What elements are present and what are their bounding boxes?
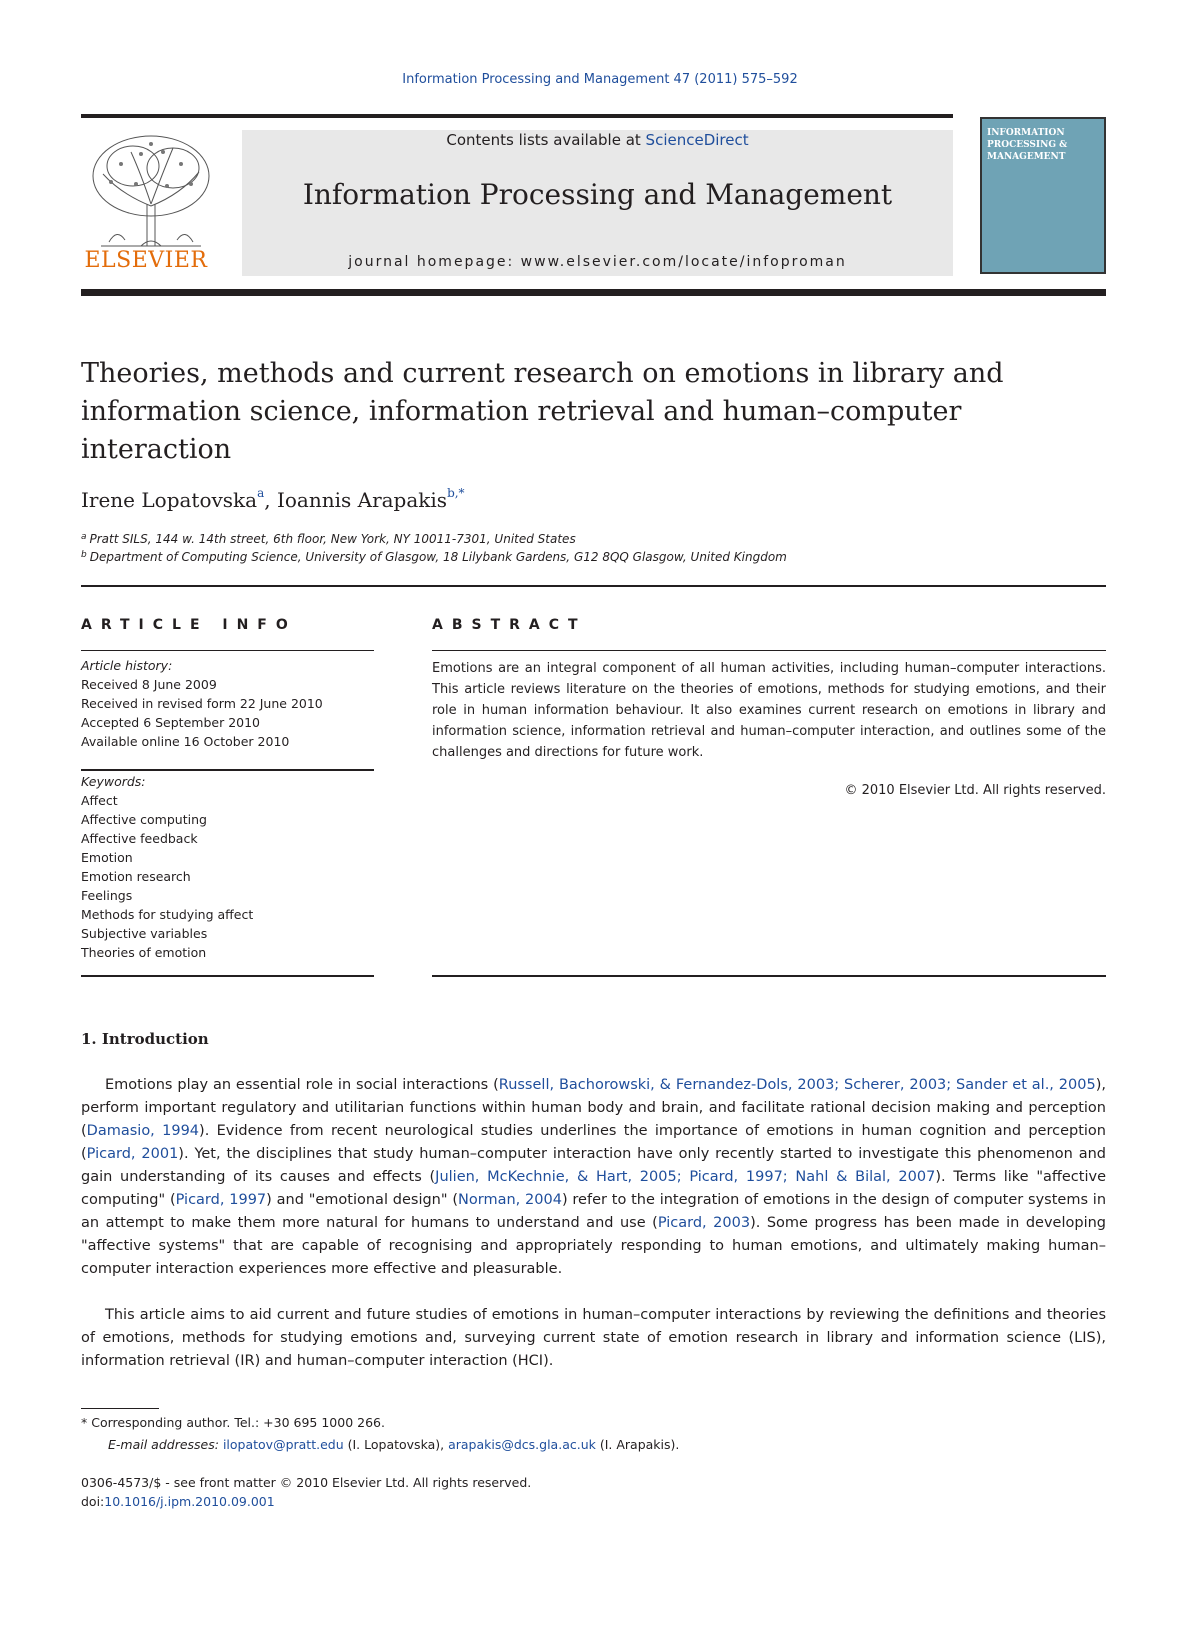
elsevier-wordmark: ELSEVIER	[84, 248, 208, 273]
section-rule	[81, 585, 1106, 587]
author-affiliation-mark[interactable]: a	[257, 486, 265, 500]
contents-prefix: Contents lists available at	[446, 131, 646, 149]
paragraph-text: ). Terms like "affective computing" (	[81, 1169, 1106, 1208]
email-owner: (I. Arapakis).	[595, 1437, 680, 1452]
article-title: Theories, methods and current research on emotions in library and information science, information retrieval and human–computer interaction	[81, 358, 1004, 465]
paragraph-text: ) refer to the integration of emotions in the design of computer systems in an attempt to make them more natural for humans to understand and use (	[81, 1192, 1107, 1231]
author-name: Irene Lopatovska	[81, 488, 258, 512]
affiliation-label: a	[81, 532, 87, 542]
history-label: Article history:	[81, 658, 173, 673]
email-label: E-mail addresses:	[108, 1437, 223, 1452]
doi-label: doi:	[81, 1494, 105, 1509]
keyword-item: Emotion research	[81, 869, 191, 884]
keyword-item: Emotion	[81, 850, 133, 865]
keyword-item: Affective feedback	[81, 831, 198, 846]
abstract-rule	[432, 650, 1106, 651]
history-item: Accepted 6 September 2010	[81, 715, 261, 730]
header-thick-rule	[81, 289, 1106, 296]
citation-link[interactable]: Picard, 2003	[657, 1215, 751, 1231]
issn-line: 0306-4573/$ - see front matter © 2010 Elsevier Ltd. All rights reserved.	[81, 1475, 532, 1490]
journal-name: Information Processing and Management	[302, 178, 893, 211]
keywords	[81, 772, 374, 962]
keyword-item: Subjective variables	[81, 926, 208, 941]
author-separator: ,	[264, 488, 277, 512]
email-addresses	[108, 1437, 679, 1452]
email-link[interactable]: ilopatov@pratt.edu	[222, 1437, 344, 1452]
affiliation-text: Pratt SILS, 144 w. 14th street, 6th floor, New York, NY 10011-7301, United States	[89, 532, 576, 546]
abstract-text: Emotions are an integral component of all human activities, including human–computer interactions. This article reviews literature on the theories of emotions, methods for studying emotions, and their role in human information behaviour. It also examines current research on emotions in library and information science, information retrieval and human–computer interaction, and outlines some of the challenges and directions for future work.	[432, 661, 1106, 760]
citation-link[interactable]: Picard, 1997	[175, 1192, 267, 1208]
paragraph-text: ) and "emotional design" (	[266, 1192, 459, 1208]
journal-cover-title: INFORMATION PROCESSING & MANAGEMENT	[987, 128, 1068, 162]
citation-link[interactable]: Damasio, 1994	[86, 1123, 200, 1139]
history-item: Received 8 June 2009	[81, 677, 217, 692]
citation-link[interactable]: Julien, McKechnie, & Hart, 2005; Picard, 1997; Nahl & Bilal, 2007	[435, 1169, 936, 1185]
history-item: Received in revised form 22 June 2010	[81, 696, 323, 711]
citation-link[interactable]: Picard, 2001	[86, 1146, 179, 1162]
history-item: Available online 16 October 2010	[81, 734, 290, 749]
affiliation-label: b	[81, 550, 87, 560]
email-link[interactable]: arapakis@dcs.gla.ac.uk	[448, 1437, 596, 1452]
contents-line	[242, 131, 953, 149]
journal-homepage[interactable]: journal homepage: www.elsevier.com/locate/infoproman	[348, 254, 847, 270]
affiliation-text: Department of Computing Science, University of Glasgow, 18 Lilybank Gardens, G12 8QQ Glasgow, United Kingdom	[89, 550, 787, 564]
paragraph-text: ). Some progress has been made in developing "affective systems" that are capable of recognising and appropriately responding to human emotions, and ultimately making human–computer interaction experiences more effective and pleasurable.	[81, 1215, 1106, 1277]
article-info-rule	[81, 769, 374, 771]
intro-paragraph-1	[81, 1074, 1106, 1281]
keyword-item: Feelings	[81, 888, 133, 903]
article-history	[81, 656, 374, 751]
keyword-item: Affective computing	[81, 812, 207, 827]
author-name: Ioannis Arapakis	[276, 488, 448, 512]
paragraph-text: ). Yet, the disciplines that study human–computer interaction have only recently started to investigate this phenomenon and gain understanding of its causes and effects (	[81, 1146, 1107, 1185]
abstract-copyright: © 2010 Elsevier Ltd. All rights reserved.	[844, 783, 1106, 798]
article-info-rule	[81, 975, 374, 977]
doi-link[interactable]: 10.1016/j.ipm.2010.09.001	[104, 1494, 275, 1509]
author-list	[81, 488, 465, 512]
keyword-item: Methods for studying affect	[81, 907, 254, 922]
section-heading-introduction: 1. Introduction	[81, 1030, 209, 1048]
email-owner: (I. Lopatovska),	[343, 1437, 449, 1452]
intro-paragraph-2: This article aims to aid current and future studies of emotions in human–computer interactions by reviewing the definitions and theories of emotions, methods for studying emotions and, surveying current state of emotion research in library and information science (LIS), information retrieval (IR) and human–computer interaction (HCI).	[81, 1307, 1106, 1369]
article-info-rule	[81, 650, 374, 651]
keyword-item: Affect	[81, 793, 118, 808]
abstract-heading: ABSTRACT	[432, 617, 587, 633]
sciencedirect-link[interactable]: ScienceDirect	[645, 131, 749, 149]
citation-link[interactable]: Norman, 2004	[458, 1192, 562, 1208]
doi-line	[81, 1494, 275, 1509]
keywords-label: Keywords:	[81, 774, 146, 789]
corresponding-author-note: * Corresponding author. Tel.: +30 695 1000 266.	[81, 1415, 385, 1430]
footnote-rule	[81, 1408, 159, 1409]
paragraph-text: ), perform important regulatory and utilitarian functions within human body and brain, and facilitate rational decision making and perception (	[81, 1077, 1106, 1139]
paragraph-text: Emotions play an essential role in social interactions (	[105, 1077, 499, 1093]
citation-link[interactable]: Russell, Bachorowski, & Fernandez-Dols, 2003; Scherer, 2003; Sander et al., 2005	[498, 1077, 1096, 1093]
author-affiliation-mark[interactable]: b,*	[447, 486, 465, 500]
journal-citation[interactable]: Information Processing and Management 47 (2011) 575–592	[402, 72, 798, 87]
keyword-item: Theories of emotion	[81, 945, 207, 960]
paragraph-text: ). Evidence from recent neurological studies underlines the importance of emotions in human cognition and perception (	[81, 1123, 1106, 1162]
article-info-heading: ARTICLE INFO	[81, 617, 297, 633]
header-rule	[81, 114, 953, 118]
affiliation-b	[81, 550, 787, 564]
abstract-rule	[432, 975, 1106, 977]
affiliation-a	[81, 532, 576, 546]
